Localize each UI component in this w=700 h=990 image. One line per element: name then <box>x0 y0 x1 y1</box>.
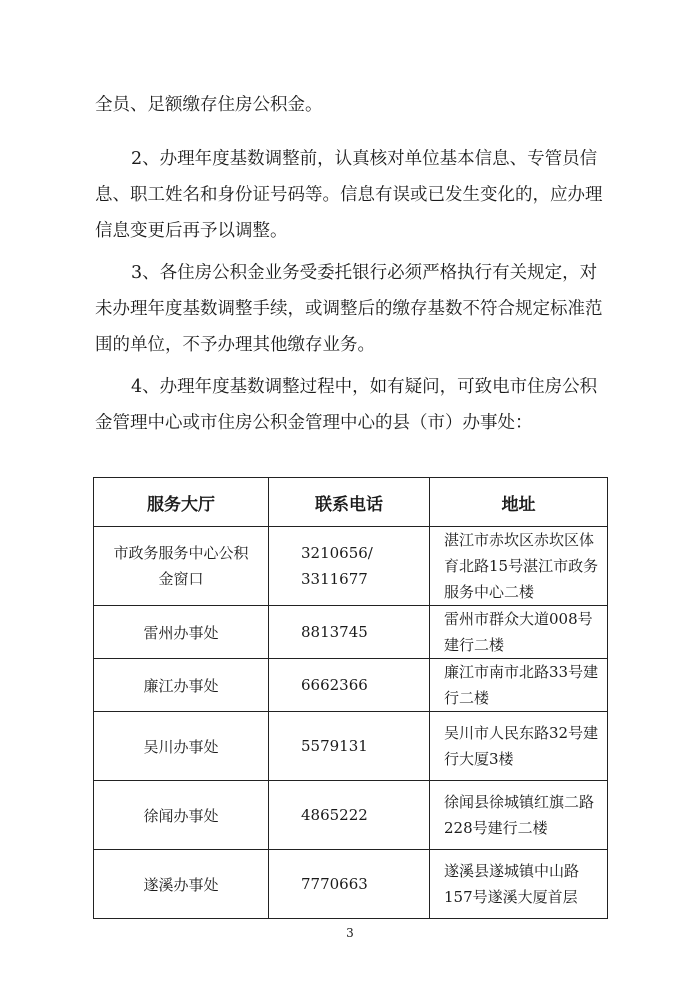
cell-hall: 吴川办事处 <box>94 712 269 781</box>
header-address: 地址 <box>430 478 608 527</box>
cell-phone: 8813745 <box>269 606 430 659</box>
cell-address: 遂溪县遂城镇中山路157号遂溪大厦首层 <box>430 850 608 919</box>
paragraph-item-3: 3、各住房公积金业务受委托银行必须严格执行有关规定，对未办理年度基数调整手续，或调整后的缴存基数不符合规定标准范围的单位，不予办理其他缴存业务。 <box>95 263 603 355</box>
cell-address: 廉江市南市北路33号建行二楼 <box>430 659 608 712</box>
table-row <box>94 527 608 606</box>
cell-phone: 7770663 <box>269 850 430 919</box>
cell-address: 徐闻县徐城镇红旗二路228号建行二楼 <box>430 781 608 850</box>
contact-table <box>93 477 608 919</box>
header-service-hall: 服务大厅 <box>94 478 269 527</box>
paragraph-item-4: 4、办理年度基数调整过程中，如有疑问，可致电市住房公积金管理中心或市住房公积金管理中心的县（市）办事处： <box>95 377 598 433</box>
cell-phone: 6662366 <box>269 659 430 712</box>
cell-hall: 雷州办事处 <box>94 606 269 659</box>
paragraph-item-2: 2、办理年度基数调整前，认真核对单位基本信息、专管员信息、职工姓名和身份证号码等。信息有误或已发生变化的，应办理信息变更后再予以调整。 <box>95 149 603 241</box>
table-row <box>94 659 608 712</box>
cell-address: 吴川市人民东路32号建行大厦3楼 <box>430 712 608 781</box>
cell-hall: 徐闻办事处 <box>94 781 269 850</box>
cell-phone: 4865222 <box>269 781 430 850</box>
header-phone: 联系电话 <box>269 478 430 527</box>
table-row <box>94 850 608 919</box>
page-number: 3 <box>346 926 354 940</box>
paragraph-continuation: 全员、足额缴存住房公积金。 <box>95 95 323 115</box>
cell-hall: 廉江办事处 <box>94 659 269 712</box>
cell-hall: 市政务服务中心公积金窗口 <box>94 527 269 606</box>
cell-phone: 3210656/ 3311677 <box>269 527 430 606</box>
table-row <box>94 781 608 850</box>
cell-phone: 5579131 <box>269 712 430 781</box>
cell-hall: 遂溪办事处 <box>94 850 269 919</box>
table-row <box>94 712 608 781</box>
table-header-row <box>94 478 608 527</box>
cell-address: 湛江市赤坎区赤坎区体育北路15号湛江市政务服务中心二楼 <box>430 527 608 606</box>
table-row <box>94 606 608 659</box>
cell-address: 雷州市群众大道008号建行二楼 <box>430 606 608 659</box>
